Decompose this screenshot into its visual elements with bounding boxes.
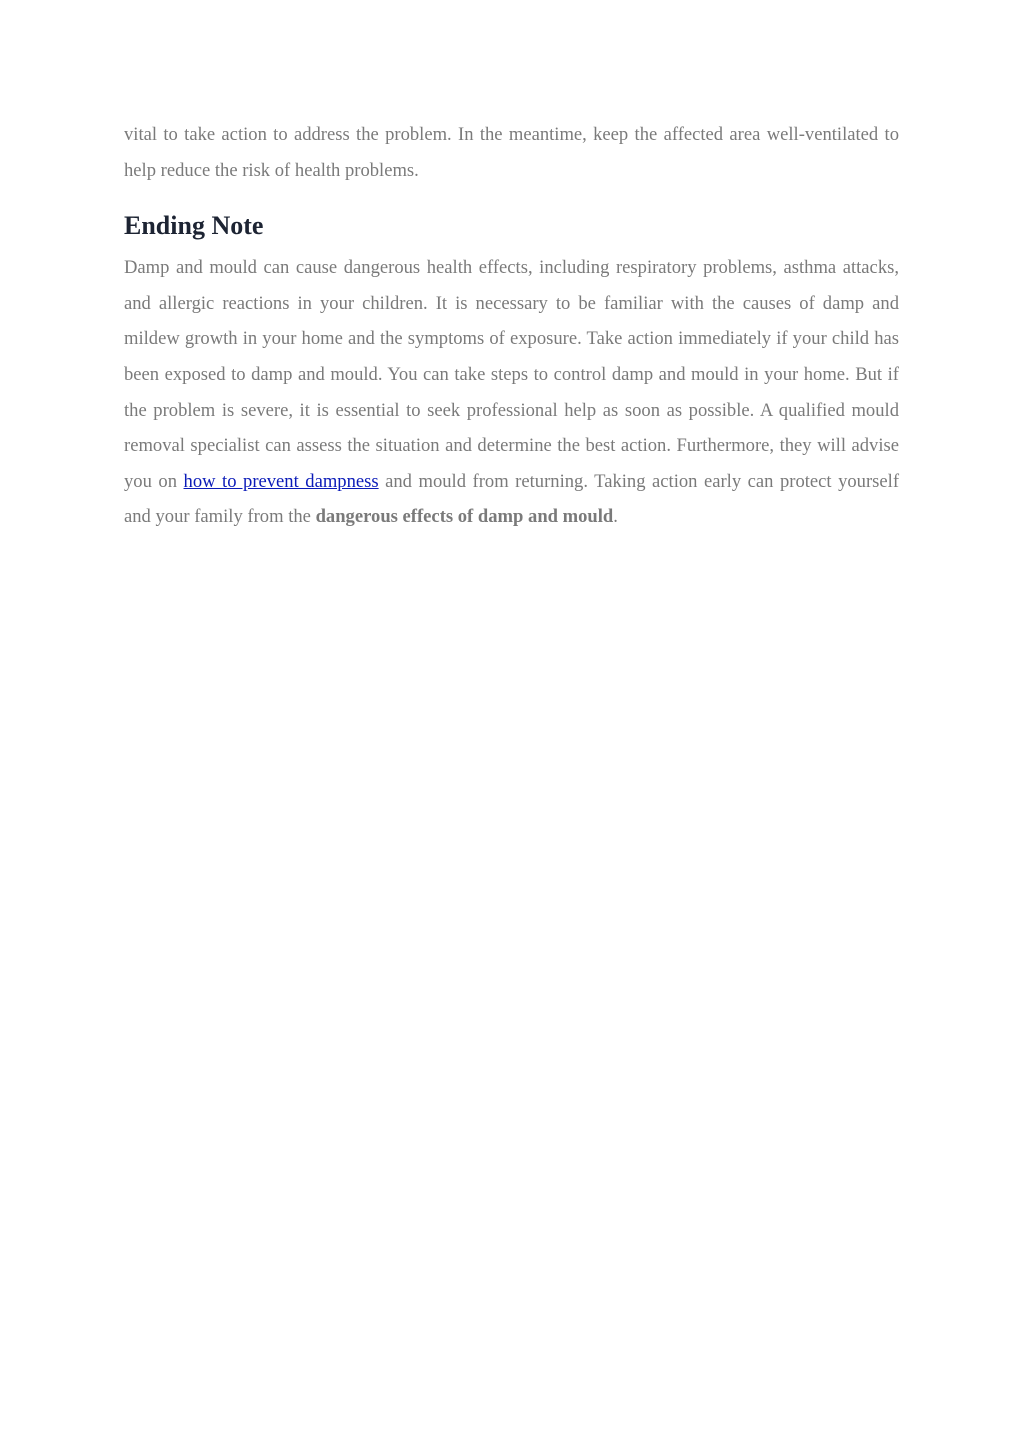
paragraph-ending: . <box>613 506 618 528</box>
intro-paragraph: vital to take action to address the problem. In the meantime, keep the affected area well-ventilated to help reduce the risk of health problems. <box>124 124 899 181</box>
paragraph-text-before-link: Damp and mould can cause dangerous health effects, including respiratory problems, asthma attacks, and allergic reactions in your children. It is necessary to be familiar with the causes of damp and mildew growth in your home and the symptoms of exposure. Take action immediately if your child has been exposed to damp and mould. You can take steps to control damp and mould in your home. But if the problem is severe, it is essential to seek professional help as soon as possible. A qualified mould removal specialist can assess the situation and determine the best action. Furthermore, they will advise you on <box>124 257 899 492</box>
ending-note-paragraph <box>124 250 899 535</box>
prevent-dampness-link[interactable]: how to prevent dampness <box>183 470 379 492</box>
document-page <box>124 117 899 535</box>
section-heading: Ending Note <box>124 211 264 241</box>
bold-phrase: dangerous effects of damp and mould <box>315 506 614 528</box>
paragraph-text-after-link: and mould from returning. Taking action early can protect yourself and your family from the <box>124 470 900 528</box>
